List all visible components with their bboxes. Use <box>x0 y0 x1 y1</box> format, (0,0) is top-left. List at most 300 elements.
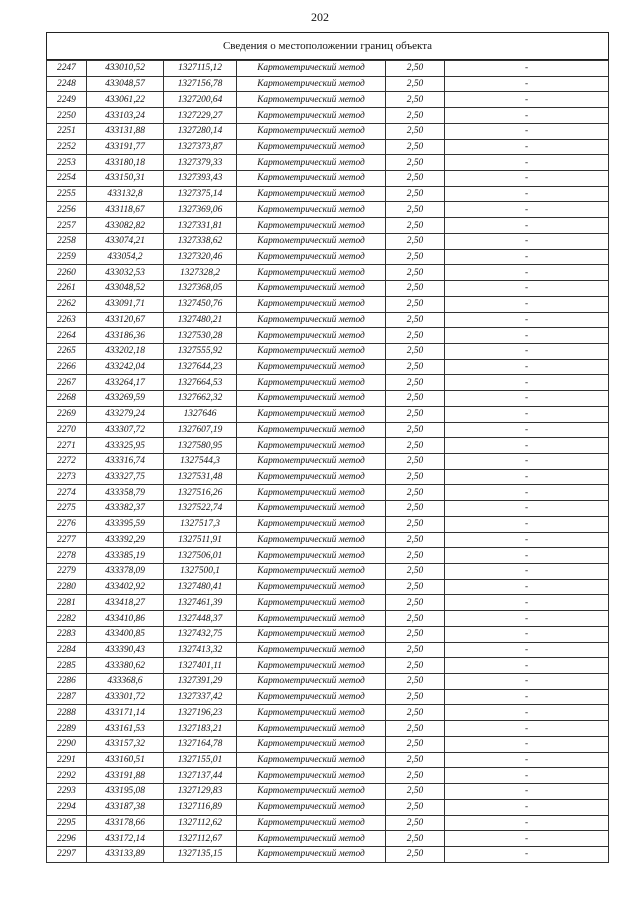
y-coordinate-cell: 1327135,15 <box>164 846 237 862</box>
x-coordinate-cell: 433195,08 <box>87 784 164 800</box>
y-coordinate-cell: 1327368,05 <box>164 281 237 297</box>
description-cell: - <box>445 265 609 281</box>
point-number-cell: 2291 <box>47 752 87 768</box>
error-cell: 2,50 <box>386 391 445 407</box>
method-cell: Картометрический метод <box>237 501 386 517</box>
table-row <box>47 595 609 611</box>
x-coordinate-cell: 433132,8 <box>87 186 164 202</box>
y-coordinate-cell: 1327450,76 <box>164 296 237 312</box>
y-coordinate-cell: 1327328,2 <box>164 265 237 281</box>
error-cell: 2,50 <box>386 186 445 202</box>
point-number-cell: 2264 <box>47 328 87 344</box>
x-coordinate-cell: 433032,53 <box>87 265 164 281</box>
description-cell: - <box>445 139 609 155</box>
table-row <box>47 736 609 752</box>
method-cell: Картометрический метод <box>237 249 386 265</box>
x-coordinate-cell: 433410,86 <box>87 611 164 627</box>
description-cell: - <box>445 784 609 800</box>
description-cell: - <box>445 689 609 705</box>
point-number-cell: 2279 <box>47 564 87 580</box>
error-cell: 2,50 <box>386 296 445 312</box>
table-row <box>47 548 609 564</box>
y-coordinate-cell: 1327500,1 <box>164 564 237 580</box>
table-body <box>47 61 609 863</box>
point-number-cell: 2276 <box>47 516 87 532</box>
x-coordinate-cell: 433316,74 <box>87 453 164 469</box>
point-number-cell: 2290 <box>47 736 87 752</box>
y-coordinate-cell: 1327393,43 <box>164 171 237 187</box>
method-cell: Картометрический метод <box>237 611 386 627</box>
x-coordinate-cell: 433131,88 <box>87 123 164 139</box>
description-cell: - <box>445 422 609 438</box>
y-coordinate-cell: 1327511,91 <box>164 532 237 548</box>
error-cell: 2,50 <box>386 564 445 580</box>
table-row <box>47 469 609 485</box>
y-coordinate-cell: 1327338,62 <box>164 233 237 249</box>
x-coordinate-cell: 433171,14 <box>87 705 164 721</box>
point-number-cell: 2268 <box>47 391 87 407</box>
x-coordinate-cell: 433269,59 <box>87 391 164 407</box>
method-cell: Картометрический метод <box>237 171 386 187</box>
table-row <box>47 799 609 815</box>
point-number-cell: 2272 <box>47 453 87 469</box>
error-cell: 2,50 <box>386 674 445 690</box>
y-coordinate-cell: 1327229,27 <box>164 108 237 124</box>
method-cell: Картометрический метод <box>237 139 386 155</box>
table-row <box>47 343 609 359</box>
y-coordinate-cell: 1327607,19 <box>164 422 237 438</box>
error-cell: 2,50 <box>386 139 445 155</box>
x-coordinate-cell: 433418,27 <box>87 595 164 611</box>
description-cell: - <box>445 658 609 674</box>
point-number-cell: 2292 <box>47 768 87 784</box>
y-coordinate-cell: 1327522,74 <box>164 501 237 517</box>
point-number-cell: 2271 <box>47 438 87 454</box>
error-cell: 2,50 <box>386 453 445 469</box>
y-coordinate-cell: 1327112,67 <box>164 831 237 847</box>
y-coordinate-cell: 1327320,46 <box>164 249 237 265</box>
error-cell: 2,50 <box>386 108 445 124</box>
point-number-cell: 2255 <box>47 186 87 202</box>
error-cell: 2,50 <box>386 501 445 517</box>
y-coordinate-cell: 1327156,78 <box>164 76 237 92</box>
table-row <box>47 674 609 690</box>
table-row <box>47 768 609 784</box>
point-number-cell: 2258 <box>47 233 87 249</box>
point-number-cell: 2262 <box>47 296 87 312</box>
description-cell: - <box>445 328 609 344</box>
x-coordinate-cell: 433390,43 <box>87 642 164 658</box>
method-cell: Картометрический метод <box>237 108 386 124</box>
x-coordinate-cell: 433307,72 <box>87 422 164 438</box>
method-cell: Картометрический метод <box>237 548 386 564</box>
method-cell: Картометрический метод <box>237 76 386 92</box>
table-row <box>47 281 609 297</box>
description-cell: - <box>445 61 609 77</box>
error-cell: 2,50 <box>386 611 445 627</box>
method-cell: Картометрический метод <box>237 233 386 249</box>
table-row <box>47 516 609 532</box>
error-cell: 2,50 <box>386 61 445 77</box>
point-number-cell: 2252 <box>47 139 87 155</box>
point-number-cell: 2287 <box>47 689 87 705</box>
error-cell: 2,50 <box>386 642 445 658</box>
method-cell: Картометрический метод <box>237 705 386 721</box>
method-cell: Картометрический метод <box>237 532 386 548</box>
x-coordinate-cell: 433180,18 <box>87 155 164 171</box>
y-coordinate-cell: 1327530,28 <box>164 328 237 344</box>
x-coordinate-cell: 433242,04 <box>87 359 164 375</box>
table-row <box>47 705 609 721</box>
method-cell: Картометрический метод <box>237 343 386 359</box>
table-row <box>47 171 609 187</box>
description-cell: - <box>445 391 609 407</box>
point-number-cell: 2293 <box>47 784 87 800</box>
table-row <box>47 611 609 627</box>
x-coordinate-cell: 433186,36 <box>87 328 164 344</box>
error-cell: 2,50 <box>386 343 445 359</box>
x-coordinate-cell: 433157,32 <box>87 736 164 752</box>
method-cell: Картометрический метод <box>237 391 386 407</box>
table-row <box>47 815 609 831</box>
point-number-cell: 2263 <box>47 312 87 328</box>
error-cell: 2,50 <box>386 218 445 234</box>
error-cell: 2,50 <box>386 626 445 642</box>
x-coordinate-cell: 433392,29 <box>87 532 164 548</box>
point-number-cell: 2259 <box>47 249 87 265</box>
table-row <box>47 689 609 705</box>
method-cell: Картометрический метод <box>237 422 386 438</box>
description-cell: - <box>445 171 609 187</box>
error-cell: 2,50 <box>386 202 445 218</box>
point-number-cell: 2256 <box>47 202 87 218</box>
description-cell: - <box>445 642 609 658</box>
method-cell: Картометрический метод <box>237 674 386 690</box>
description-cell: - <box>445 249 609 265</box>
description-cell: - <box>445 155 609 171</box>
error-cell: 2,50 <box>386 155 445 171</box>
y-coordinate-cell: 1327555,92 <box>164 343 237 359</box>
error-cell: 2,50 <box>386 736 445 752</box>
table-row <box>47 752 609 768</box>
description-cell: - <box>445 752 609 768</box>
point-number-cell: 2278 <box>47 548 87 564</box>
point-number-cell: 2251 <box>47 123 87 139</box>
x-coordinate-cell: 433048,52 <box>87 281 164 297</box>
error-cell: 2,50 <box>386 532 445 548</box>
method-cell: Картометрический метод <box>237 564 386 580</box>
y-coordinate-cell: 1327137,44 <box>164 768 237 784</box>
method-cell: Картометрический метод <box>237 595 386 611</box>
x-coordinate-cell: 433395,59 <box>87 516 164 532</box>
x-coordinate-cell: 433191,88 <box>87 768 164 784</box>
method-cell: Картометрический метод <box>237 359 386 375</box>
point-number-cell: 2285 <box>47 658 87 674</box>
method-cell: Картометрический метод <box>237 831 386 847</box>
error-cell: 2,50 <box>386 375 445 391</box>
table-row <box>47 218 609 234</box>
point-number-cell: 2247 <box>47 61 87 77</box>
point-number-cell: 2277 <box>47 532 87 548</box>
description-cell: - <box>445 611 609 627</box>
method-cell: Картометрический метод <box>237 626 386 642</box>
method-cell: Картометрический метод <box>237 438 386 454</box>
table-row <box>47 391 609 407</box>
point-number-cell: 2289 <box>47 721 87 737</box>
x-coordinate-cell: 433385,19 <box>87 548 164 564</box>
error-cell: 2,50 <box>386 846 445 862</box>
point-number-cell: 2280 <box>47 579 87 595</box>
method-cell: Картометрический метод <box>237 799 386 815</box>
table-row <box>47 846 609 862</box>
description-cell: - <box>445 233 609 249</box>
error-cell: 2,50 <box>386 831 445 847</box>
x-coordinate-cell: 433380,62 <box>87 658 164 674</box>
x-coordinate-cell: 433402,92 <box>87 579 164 595</box>
y-coordinate-cell: 1327461,39 <box>164 595 237 611</box>
error-cell: 2,50 <box>386 721 445 737</box>
description-cell: - <box>445 186 609 202</box>
point-number-cell: 2275 <box>47 501 87 517</box>
coordinates-table <box>46 60 609 863</box>
description-cell: - <box>445 281 609 297</box>
error-cell: 2,50 <box>386 281 445 297</box>
x-coordinate-cell: 433358,79 <box>87 485 164 501</box>
error-cell: 2,50 <box>386 752 445 768</box>
description-cell: - <box>445 721 609 737</box>
error-cell: 2,50 <box>386 171 445 187</box>
y-coordinate-cell: 1327506,01 <box>164 548 237 564</box>
table-row <box>47 626 609 642</box>
error-cell: 2,50 <box>386 705 445 721</box>
error-cell: 2,50 <box>386 328 445 344</box>
table-row <box>47 61 609 77</box>
table-row <box>47 328 609 344</box>
point-number-cell: 2266 <box>47 359 87 375</box>
x-coordinate-cell: 433061,22 <box>87 92 164 108</box>
table-row <box>47 485 609 501</box>
x-coordinate-cell: 433091,71 <box>87 296 164 312</box>
method-cell: Картометрический метод <box>237 784 386 800</box>
y-coordinate-cell: 1327115,12 <box>164 61 237 77</box>
x-coordinate-cell: 433187,38 <box>87 799 164 815</box>
error-cell: 2,50 <box>386 799 445 815</box>
point-number-cell: 2281 <box>47 595 87 611</box>
point-number-cell: 2248 <box>47 76 87 92</box>
point-number-cell: 2295 <box>47 815 87 831</box>
point-number-cell: 2269 <box>47 406 87 422</box>
x-coordinate-cell: 433400,85 <box>87 626 164 642</box>
point-number-cell: 2254 <box>47 171 87 187</box>
y-coordinate-cell: 1327662,32 <box>164 391 237 407</box>
description-cell: - <box>445 108 609 124</box>
point-number-cell: 2257 <box>47 218 87 234</box>
y-coordinate-cell: 1327183,21 <box>164 721 237 737</box>
y-coordinate-cell: 1327379,33 <box>164 155 237 171</box>
x-coordinate-cell: 433048,57 <box>87 76 164 92</box>
x-coordinate-cell: 433161,53 <box>87 721 164 737</box>
y-coordinate-cell: 1327337,42 <box>164 689 237 705</box>
method-cell: Картометрический метод <box>237 658 386 674</box>
description-cell: - <box>445 674 609 690</box>
error-cell: 2,50 <box>386 485 445 501</box>
error-cell: 2,50 <box>386 516 445 532</box>
description-cell: - <box>445 218 609 234</box>
error-cell: 2,50 <box>386 123 445 139</box>
description-cell: - <box>445 626 609 642</box>
table-row <box>47 76 609 92</box>
y-coordinate-cell: 1327448,37 <box>164 611 237 627</box>
error-cell: 2,50 <box>386 233 445 249</box>
x-coordinate-cell: 433118,67 <box>87 202 164 218</box>
table-row <box>47 438 609 454</box>
method-cell: Картометрический метод <box>237 218 386 234</box>
y-coordinate-cell: 1327432,75 <box>164 626 237 642</box>
error-cell: 2,50 <box>386 359 445 375</box>
table-row <box>47 784 609 800</box>
y-coordinate-cell: 1327164,78 <box>164 736 237 752</box>
method-cell: Картометрический метод <box>237 516 386 532</box>
point-number-cell: 2250 <box>47 108 87 124</box>
y-coordinate-cell: 1327129,83 <box>164 784 237 800</box>
method-cell: Картометрический метод <box>237 768 386 784</box>
y-coordinate-cell: 1327517,3 <box>164 516 237 532</box>
table-title: Сведения о местоположении границ объекта <box>46 32 609 60</box>
description-cell: - <box>445 375 609 391</box>
description-cell: - <box>445 579 609 595</box>
table-row <box>47 233 609 249</box>
description-cell: - <box>445 516 609 532</box>
x-coordinate-cell: 433382,37 <box>87 501 164 517</box>
method-cell: Картометрический метод <box>237 328 386 344</box>
error-cell: 2,50 <box>386 689 445 705</box>
method-cell: Картометрический метод <box>237 579 386 595</box>
method-cell: Картометрический метод <box>237 92 386 108</box>
method-cell: Картометрический метод <box>237 202 386 218</box>
table-row <box>47 375 609 391</box>
method-cell: Картометрический метод <box>237 736 386 752</box>
table-row <box>47 501 609 517</box>
x-coordinate-cell: 433160,51 <box>87 752 164 768</box>
method-cell: Картометрический метод <box>237 123 386 139</box>
table-row <box>47 202 609 218</box>
table-row <box>47 831 609 847</box>
page-number: 202 <box>311 10 329 24</box>
error-cell: 2,50 <box>386 422 445 438</box>
table-row <box>47 139 609 155</box>
table-row <box>47 453 609 469</box>
method-cell: Картометрический метод <box>237 846 386 862</box>
y-coordinate-cell: 1327116,89 <box>164 799 237 815</box>
y-coordinate-cell: 1327112,62 <box>164 815 237 831</box>
y-coordinate-cell: 1327580,95 <box>164 438 237 454</box>
method-cell: Картометрический метод <box>237 406 386 422</box>
point-number-cell: 2261 <box>47 281 87 297</box>
description-cell: - <box>445 831 609 847</box>
method-cell: Картометрический метод <box>237 61 386 77</box>
table-row <box>47 296 609 312</box>
description-cell: - <box>445 453 609 469</box>
table-row <box>47 186 609 202</box>
point-number-cell: 2270 <box>47 422 87 438</box>
point-number-cell: 2283 <box>47 626 87 642</box>
error-cell: 2,50 <box>386 548 445 564</box>
x-coordinate-cell: 433054,2 <box>87 249 164 265</box>
error-cell: 2,50 <box>386 579 445 595</box>
table-row <box>47 155 609 171</box>
y-coordinate-cell: 1327531,48 <box>164 469 237 485</box>
y-coordinate-cell: 1327280,14 <box>164 123 237 139</box>
y-coordinate-cell: 1327391,29 <box>164 674 237 690</box>
table-row <box>47 108 609 124</box>
description-cell: - <box>445 312 609 328</box>
method-cell: Картометрический метод <box>237 453 386 469</box>
point-number-cell: 2297 <box>47 846 87 862</box>
x-coordinate-cell: 433133,89 <box>87 846 164 862</box>
error-cell: 2,50 <box>386 406 445 422</box>
description-cell: - <box>445 76 609 92</box>
point-number-cell: 2288 <box>47 705 87 721</box>
method-cell: Картометрический метод <box>237 281 386 297</box>
description-cell: - <box>445 548 609 564</box>
error-cell: 2,50 <box>386 768 445 784</box>
point-number-cell: 2260 <box>47 265 87 281</box>
table-row <box>47 359 609 375</box>
description-cell: - <box>445 736 609 752</box>
description-cell: - <box>445 92 609 108</box>
x-coordinate-cell: 433202,18 <box>87 343 164 359</box>
table-row <box>47 532 609 548</box>
method-cell: Картометрический метод <box>237 721 386 737</box>
x-coordinate-cell: 433172,14 <box>87 831 164 847</box>
error-cell: 2,50 <box>386 265 445 281</box>
error-cell: 2,50 <box>386 76 445 92</box>
point-number-cell: 2284 <box>47 642 87 658</box>
x-coordinate-cell: 433178,66 <box>87 815 164 831</box>
x-coordinate-cell: 433279,24 <box>87 406 164 422</box>
description-cell: - <box>445 815 609 831</box>
x-coordinate-cell: 433082,82 <box>87 218 164 234</box>
y-coordinate-cell: 1327375,14 <box>164 186 237 202</box>
table-row <box>47 123 609 139</box>
table-row <box>47 249 609 265</box>
x-coordinate-cell: 433368,6 <box>87 674 164 690</box>
error-cell: 2,50 <box>386 312 445 328</box>
table-row <box>47 406 609 422</box>
description-cell: - <box>445 406 609 422</box>
method-cell: Картометрический метод <box>237 265 386 281</box>
error-cell: 2,50 <box>386 92 445 108</box>
description-cell: - <box>445 359 609 375</box>
table-row <box>47 312 609 328</box>
y-coordinate-cell: 1327200,64 <box>164 92 237 108</box>
point-number-cell: 2282 <box>47 611 87 627</box>
table-row <box>47 658 609 674</box>
x-coordinate-cell: 433264,17 <box>87 375 164 391</box>
y-coordinate-cell: 1327331,81 <box>164 218 237 234</box>
table-row <box>47 265 609 281</box>
x-coordinate-cell: 433191,77 <box>87 139 164 155</box>
point-number-cell: 2273 <box>47 469 87 485</box>
method-cell: Картометрический метод <box>237 312 386 328</box>
table-row <box>47 721 609 737</box>
x-coordinate-cell: 433327,75 <box>87 469 164 485</box>
y-coordinate-cell: 1327196,23 <box>164 705 237 721</box>
description-cell: - <box>445 202 609 218</box>
y-coordinate-cell: 1327369,06 <box>164 202 237 218</box>
y-coordinate-cell: 1327413,32 <box>164 642 237 658</box>
description-cell: - <box>445 799 609 815</box>
